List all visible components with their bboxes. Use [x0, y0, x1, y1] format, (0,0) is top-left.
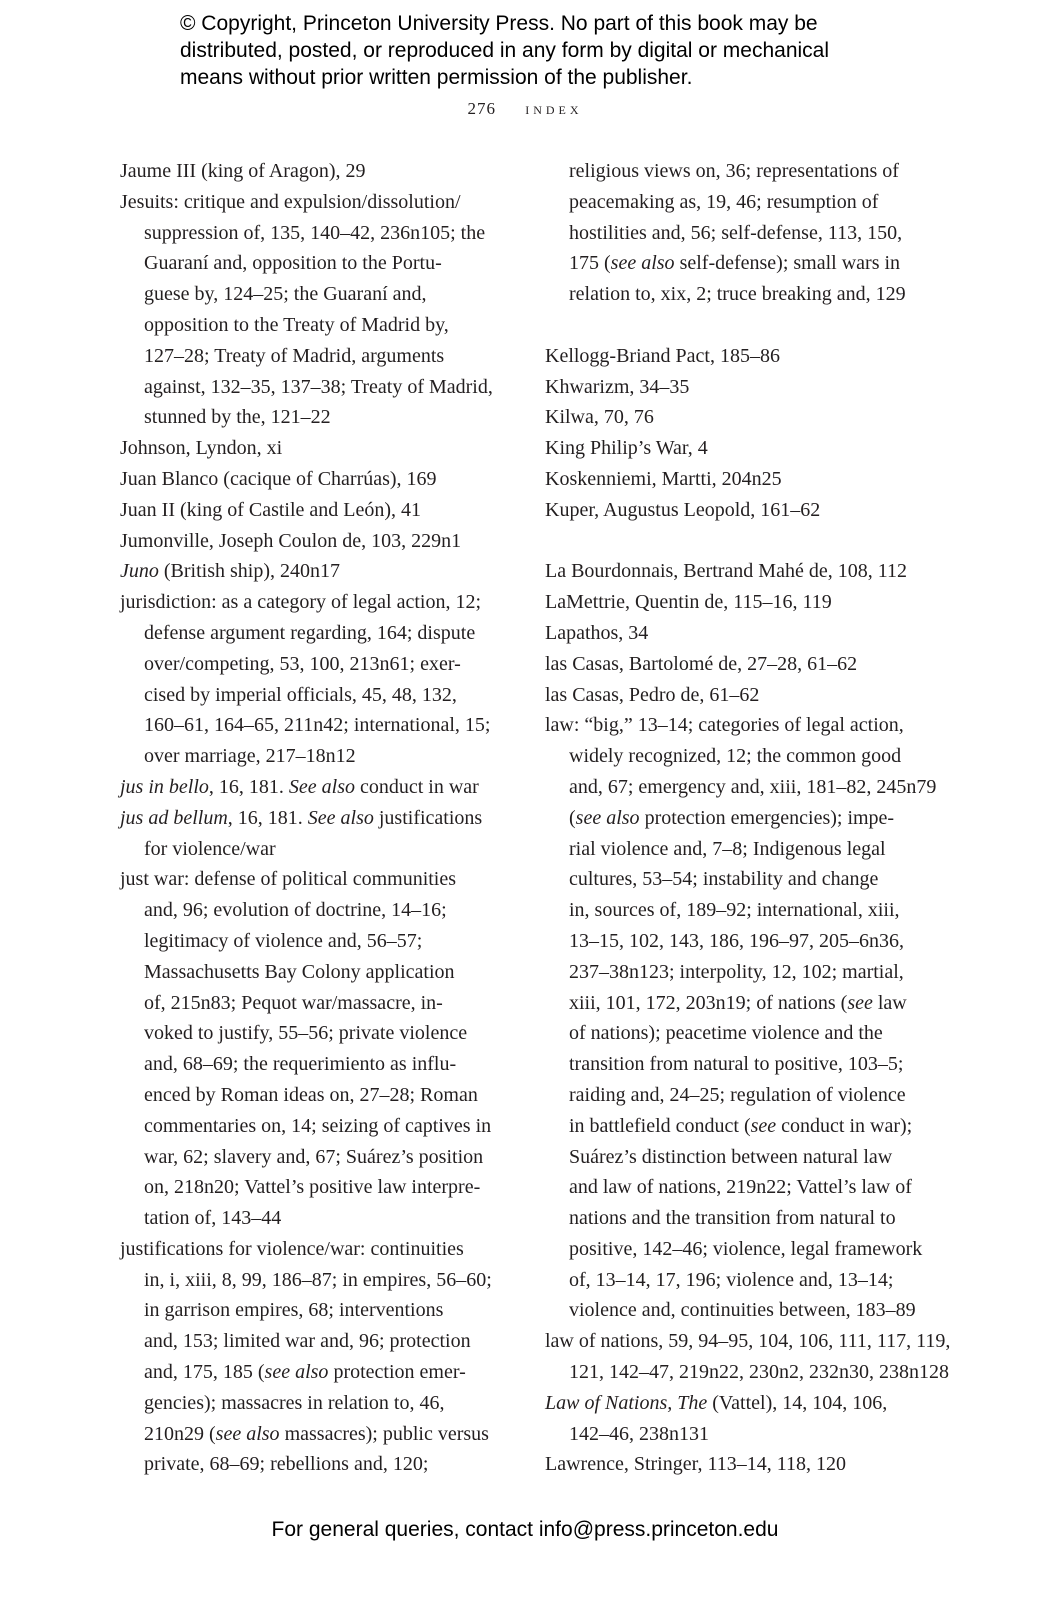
entry-text: 175 ( [569, 252, 611, 275]
entry-line: Suárez’s distinction between natural law [569, 1145, 893, 1168]
entry-line: opposition to the Treaty of Madrid by, [144, 313, 449, 336]
entry-line: war, 62; slavery and, 67; Suárez’s position [144, 1145, 484, 1168]
entry-line: religious views on, 36; representations of [569, 160, 899, 182]
entry-text: , 16, 181. [227, 806, 308, 829]
entry-line: jurisdiction: as a category of legal action, 12; [120, 591, 481, 614]
italic-title: Law of Nations, The [545, 1391, 708, 1414]
index-entry [545, 402, 935, 433]
entry-text: conduct in war); [776, 1114, 913, 1137]
index-entry [120, 587, 510, 772]
entry-line: Kuper, Augustus Leopold, 161–62 [545, 498, 821, 521]
index-entry [545, 649, 935, 680]
index-entry [545, 341, 935, 372]
entry-line: las Casas, Pedro de, 61–62 [545, 683, 760, 706]
entry-line: Jaume III (king of Aragon), 29 [120, 160, 366, 182]
entry-line: and, 67; emergency and, xiii, 181–82, 245n79 [569, 775, 937, 798]
entry-line: in, sources of, 189–92; international, xiii, [569, 899, 900, 922]
index-entry [120, 864, 510, 1234]
entry-text: (British ship), 240n17 [158, 560, 341, 583]
entry-text: massacres); public versus [279, 1422, 489, 1445]
index-entry [545, 556, 935, 587]
entry-line: tation of, 143–44 [144, 1207, 282, 1230]
index-column-left [120, 156, 510, 1480]
entry-line: positive, 142–46; violence, legal framework [569, 1237, 923, 1260]
page-number: 276 [467, 99, 496, 118]
entry-line: enced by Roman ideas on, 27–28; Roman [144, 1083, 478, 1106]
entry-line: cised by imperial officials, 45, 48, 132, [144, 683, 457, 706]
index-entry [545, 433, 935, 464]
entry-line: Lawrence, Stringer, 113–14, 118, 120 [545, 1453, 846, 1476]
entry-line: widely recognized, 12; the common good [569, 745, 902, 768]
entry-line: guese by, 124–25; the Guaraní and, [144, 283, 427, 306]
entry-line: in, i, xiii, 8, 99, 186–87; in empires, 56–60; [144, 1268, 492, 1291]
entry-line: and law of nations, 219n22; Vattel’s law of [569, 1176, 912, 1199]
see-also-ref: see also [264, 1361, 329, 1384]
entry-line [569, 248, 935, 279]
see-also-ref: see also [575, 806, 640, 829]
entry-line: nations and the transition from natural to [569, 1207, 896, 1230]
entry-line: Jesuits: critique and expulsion/dissolution/ [120, 190, 461, 213]
entry-line: raiding and, 24–25; regulation of violence [569, 1083, 906, 1106]
entry-line: on, 218n20; Vattel’s positive law interpre- [144, 1176, 481, 1199]
entry-line: legitimacy of violence and, 56–57; [144, 929, 423, 952]
entry-line: justifications for violence/war: continuities [120, 1237, 464, 1260]
copyright-line: means without prior written permission of the publisher. [180, 66, 693, 89]
index-entry [545, 618, 935, 649]
entry-line: commentaries on, 14; seizing of captives in [144, 1114, 492, 1137]
letter-group-gap [545, 526, 935, 557]
index-entry [545, 495, 935, 526]
entry-line: law of nations, 59, 94–95, 104, 106, 111, 117, 119, [545, 1330, 951, 1353]
entry-line: over marriage, 217–18n12 [144, 745, 356, 768]
entry-text: xiii, 101, 172, 203n19; of nations ( [569, 991, 848, 1014]
entry-line: 237–38n123; interpolity, 12, 102; martial, [569, 960, 904, 983]
index-entry [545, 1449, 935, 1480]
see-ref: see [750, 1114, 777, 1137]
entry-line: Massachusetts Bay Colony application [144, 960, 455, 983]
entry-line: suppression of, 135, 140–42, 236n105; the [144, 221, 486, 244]
entry-line: rial violence and, 7–8; Indigenous legal [569, 837, 886, 860]
entry-line: in garrison empires, 68; interventions [144, 1299, 444, 1322]
index-entry [120, 772, 510, 803]
entry-line: Jumonville, Joseph Coulon de, 103, 229n1 [120, 529, 462, 552]
entry-line [569, 1111, 935, 1142]
entry-text: self-defense); small wars in [674, 252, 901, 275]
index-entry [545, 587, 935, 618]
copyright-line: © Copyright, Princeton University Press. No part of this book may be [180, 12, 818, 35]
entry-line: and, 153; limited war and, 96; protection [144, 1330, 471, 1353]
entry-line: transition from natural to positive, 103–5; [569, 1053, 904, 1076]
index-entry [120, 187, 510, 433]
entry-line: Juan II (king of Castile and León), 41 [120, 498, 422, 521]
entry-line: Koskenniemi, Martti, 204n25 [545, 467, 782, 490]
entry-text: in battlefield conduct ( [569, 1114, 751, 1137]
entry-line: Lapathos, 34 [545, 621, 649, 644]
entry-line: private, 68–69; rebellions and, 120; [144, 1453, 429, 1476]
index-entry [545, 464, 935, 495]
italic-title: Juno [120, 560, 159, 583]
entry-line: las Casas, Bartolomé de, 27–28, 61–62 [545, 652, 858, 675]
continued-entry [545, 156, 935, 310]
entry-text: protection emer- [328, 1361, 466, 1384]
entry-line: against, 132–35, 137–38; Treaty of Madrid, [144, 375, 493, 398]
entry-text: justifications [373, 806, 483, 829]
entry-line: King Philip’s War, 4 [545, 437, 708, 460]
entry-line: Guaraní and, opposition to the Portu- [144, 252, 442, 275]
index-entry [545, 372, 935, 403]
entry-text: and, 175, 185 ( [144, 1361, 265, 1384]
entry-line [569, 988, 935, 1019]
index-entry [120, 803, 510, 865]
running-head [0, 99, 1050, 119]
entry-line [120, 556, 510, 587]
entry-line: of, 13–14, 17, 196; violence and, 13–14; [569, 1268, 894, 1291]
entry-line [545, 1388, 935, 1419]
see-also-ref: see also [610, 252, 675, 275]
entry-line: of nations); peacetime violence and the [569, 1022, 883, 1045]
section-title: index [525, 99, 583, 118]
italic-term: jus in bello [120, 775, 209, 798]
entry-line: gencies); massacres in relation to, 46, [144, 1391, 445, 1414]
entry-line: 127–28; Treaty of Madrid, arguments [144, 344, 445, 367]
entry-line: 142–46, 238n131 [569, 1422, 709, 1445]
entry-line [120, 803, 510, 834]
index-entry [120, 495, 510, 526]
entry-line: hostilities and, 56; self-defense, 113, 150, [569, 221, 903, 244]
index-entry [120, 1234, 510, 1480]
footer-contact: For general queries, contact info@press.princeton.edu [271, 1518, 779, 1541]
entry-line [144, 1419, 510, 1450]
index-entry [120, 156, 510, 187]
entry-text: 210n29 ( [144, 1422, 216, 1445]
entry-line: defense argument regarding, 164; dispute [144, 621, 476, 644]
entry-line: for violence/war [144, 837, 276, 860]
entry-line: Johnson, Lyndon, xi [120, 437, 283, 460]
entry-text: conduct in war [354, 775, 479, 798]
entry-line: and, 96; evolution of doctrine, 14–16; [144, 899, 447, 922]
entry-line: relation to, xix, 2; truce breaking and, 129 [569, 283, 906, 306]
see-also-ref: see also [215, 1422, 280, 1445]
index-entry [120, 556, 510, 587]
letter-group-gap [545, 310, 935, 341]
entry-line: LaMettrie, Quentin de, 115–16, 119 [545, 591, 832, 614]
italic-term: jus ad bellum [120, 806, 228, 829]
entry-text: ( [569, 806, 576, 829]
see-also-ref: See also [288, 775, 355, 798]
index-entry [545, 1388, 935, 1450]
entry-line: Kellogg-Briand Pact, 185–86 [545, 344, 780, 367]
index-entry [120, 464, 510, 495]
index-column-right [545, 156, 951, 1480]
entry-text: (Vattel), 14, 104, 106, [707, 1391, 888, 1414]
entry-line: Kilwa, 70, 76 [545, 406, 654, 429]
entry-line: stunned by the, 121–22 [144, 406, 331, 429]
entry-line: La Bourdonnais, Bertrand Mahé de, 108, 112 [545, 560, 907, 583]
entry-line: cultures, 53–54; instability and change [569, 868, 879, 891]
entry-line: over/competing, 53, 100, 213n61; exer- [144, 652, 461, 675]
copyright-notice [180, 10, 940, 91]
entry-line: 13–15, 102, 143, 186, 196–97, 205–6n36, [569, 929, 904, 952]
entry-line: and, 68–69; the requerimiento as influ- [144, 1053, 457, 1076]
entry-line [120, 772, 510, 803]
entry-text: protection emergencies); impe- [639, 806, 895, 829]
entry-line: violence and, continuities between, 183–89 [569, 1299, 916, 1322]
index-entry [120, 526, 510, 557]
index-entry [545, 710, 935, 1326]
see-ref: see [847, 991, 873, 1014]
entry-text: law [872, 991, 907, 1014]
entry-line: voked to justify, 55–56; private violence [144, 1022, 468, 1045]
entry-line: Khwarizm, 34–35 [545, 375, 690, 398]
entry-line: peacemaking as, 19, 46; resumption of [569, 190, 879, 213]
entry-line: 160–61, 164–65, 211n42; international, 15; [144, 714, 491, 737]
entry-line [569, 803, 935, 834]
see-also-ref: See also [307, 806, 374, 829]
entry-line: of, 215n83; Pequot war/massacre, in- [144, 991, 443, 1014]
entry-line: 121, 142–47, 219n22, 230n2, 232n30, 238n128 [569, 1361, 949, 1384]
entry-line: just war: defense of political communities [120, 868, 457, 891]
entry-line: Juan Blanco (cacique of Charrúas), 169 [120, 467, 437, 490]
entry-line [144, 1357, 510, 1388]
copyright-line: distributed, posted, or reproduced in any form by digital or mechanical [180, 39, 830, 62]
index-entry [120, 433, 510, 464]
entry-text: , 16, 181. [208, 775, 289, 798]
entry-line: law: “big,” 13–14; categories of legal action, [545, 714, 904, 737]
index-entry [545, 1326, 951, 1388]
index-entry [545, 680, 935, 711]
